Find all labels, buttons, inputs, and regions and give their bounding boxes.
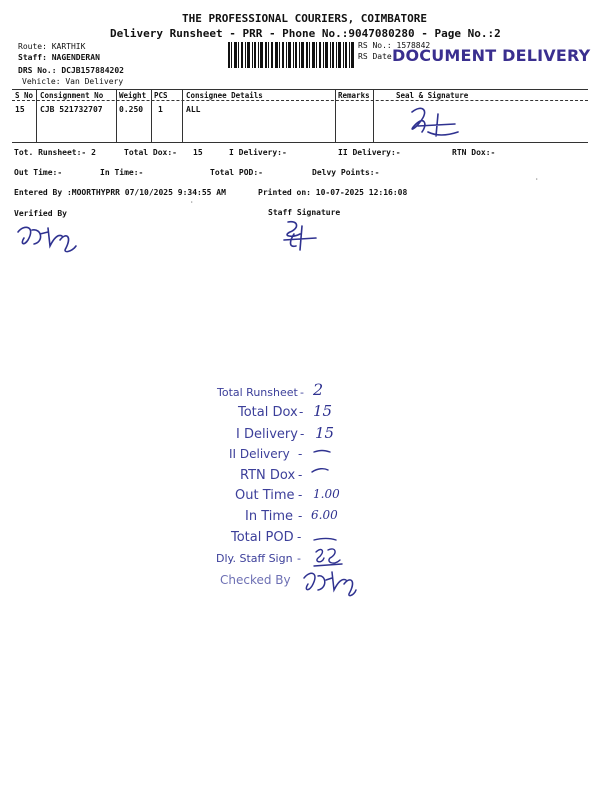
stamp-dash: - [297,552,301,565]
stamp-rtn-dox-label: RTN Dox [240,468,296,483]
header-consignment: Consignment No [40,91,104,100]
i-delivery: I Delivery:- [229,148,287,157]
col-divider [116,89,117,142]
stamp-dash: - [300,386,304,399]
drs-number: DRS No.: DCJB157884202 [18,66,124,75]
stamp-in-time-label: In Time [245,509,294,524]
dly-staff-sign-scribble [310,546,350,570]
staff-signature-scribble [278,218,322,252]
hand-dash-marks [310,448,350,548]
header-remarks: Remarks [338,91,370,100]
col-divider [36,89,37,142]
out-time: Out Time:- [14,168,63,177]
stamp-total-runsheet-label: Total Runsheet [217,386,298,399]
tot-runsheet: Tot. Runsheet:- 2 [14,148,96,157]
delvy-points: Delvy Points:- [312,168,380,177]
small-mark: · [535,176,539,183]
cell-sno: 15 [15,105,25,114]
stamp-i-delivery-label: I Delivery [236,427,298,442]
cell-weight: 0.250 [119,105,144,114]
route-label: Route: KARTHIK [18,42,86,51]
vehicle-label: Vehicle: Van Delivery [22,77,124,86]
stamp-dash: - [300,427,305,441]
in-time: In Time:- [100,168,144,177]
hand-total-runsheet: 2 [313,380,324,399]
header-consignee: Consignee Details [186,91,263,100]
stamp-dash: - [298,468,303,482]
document-delivery-stamp: DOCUMENT DELIVERY [392,46,591,65]
stamp-dash: - [298,509,303,523]
stamp-total-dox-label: Total Dox [238,405,298,420]
entered-by: Entered By :MOORTHYPRR 07/10/2025 9:34:55 AM [14,188,226,197]
cell-pcs: 1 [158,105,163,114]
table-top-border [12,89,588,90]
ii-delivery: II Delivery:- [338,148,401,157]
stamp-dash: - [298,447,303,461]
col-divider [151,89,152,142]
barcode [228,42,354,68]
stamp-dash: - [297,530,302,544]
hand-total-dox: 15 [313,402,333,420]
stamp-staff-sign-label: Dly. Staff Sign [216,552,293,565]
verified-signature-scribble [14,222,80,256]
checked-by-scribble [298,568,358,598]
rs-number: RS No.: 1578842 [358,41,431,50]
header-seal-signature: Seal & Signature [396,91,469,100]
small-mark: · [190,199,194,206]
rtn-dox: RTN Dox:- [452,148,496,157]
hand-i-delivery: 15 [315,424,335,442]
seal-signature-scribble [400,102,470,142]
staff-signature-label: Staff Signature [268,208,341,217]
header-sno: S No [15,91,34,100]
header-weight: Weight [119,91,147,100]
stamp-ii-delivery-label: II Delivery [229,447,290,461]
stamp-checked-by-label: Checked By [220,573,291,587]
stamp-out-time-label: Out Time [235,488,295,503]
col-divider [335,89,336,142]
hand-in-time: 6.00 [311,508,338,522]
cell-consignee: ALL [186,105,201,114]
table-header-border [12,100,588,101]
stamp-total-pod-label: Total POD [231,530,294,545]
printed-on: Printed on: 10-07-2025 12:16:08 [258,188,408,197]
table-bottom-border [12,142,588,143]
staff-label: Staff: NAGENDERAN [18,53,100,62]
total-dox-value: 15 [193,148,203,157]
col-divider [373,89,374,142]
rs-date: RS Date [358,52,392,61]
verified-by-label: Verified By [14,209,67,218]
hand-out-time: 1.00 [313,487,340,501]
stamp-dash: - [299,405,304,419]
stamp-dash: - [298,488,303,502]
header-pcs: PCS [154,91,168,100]
cell-consignment: CJB 521732707 [40,105,103,114]
total-dox-label: Total Dox:- [124,148,177,157]
total-pod: Total POD:- [210,168,263,177]
company-title: THE PROFESSIONAL COURIERS, COIMBATORE [182,12,428,25]
col-divider [182,89,183,142]
runsheet-subtitle: Delivery Runsheet - PRR - Phone No.:9047080280 - Page No.:2 [110,27,501,40]
